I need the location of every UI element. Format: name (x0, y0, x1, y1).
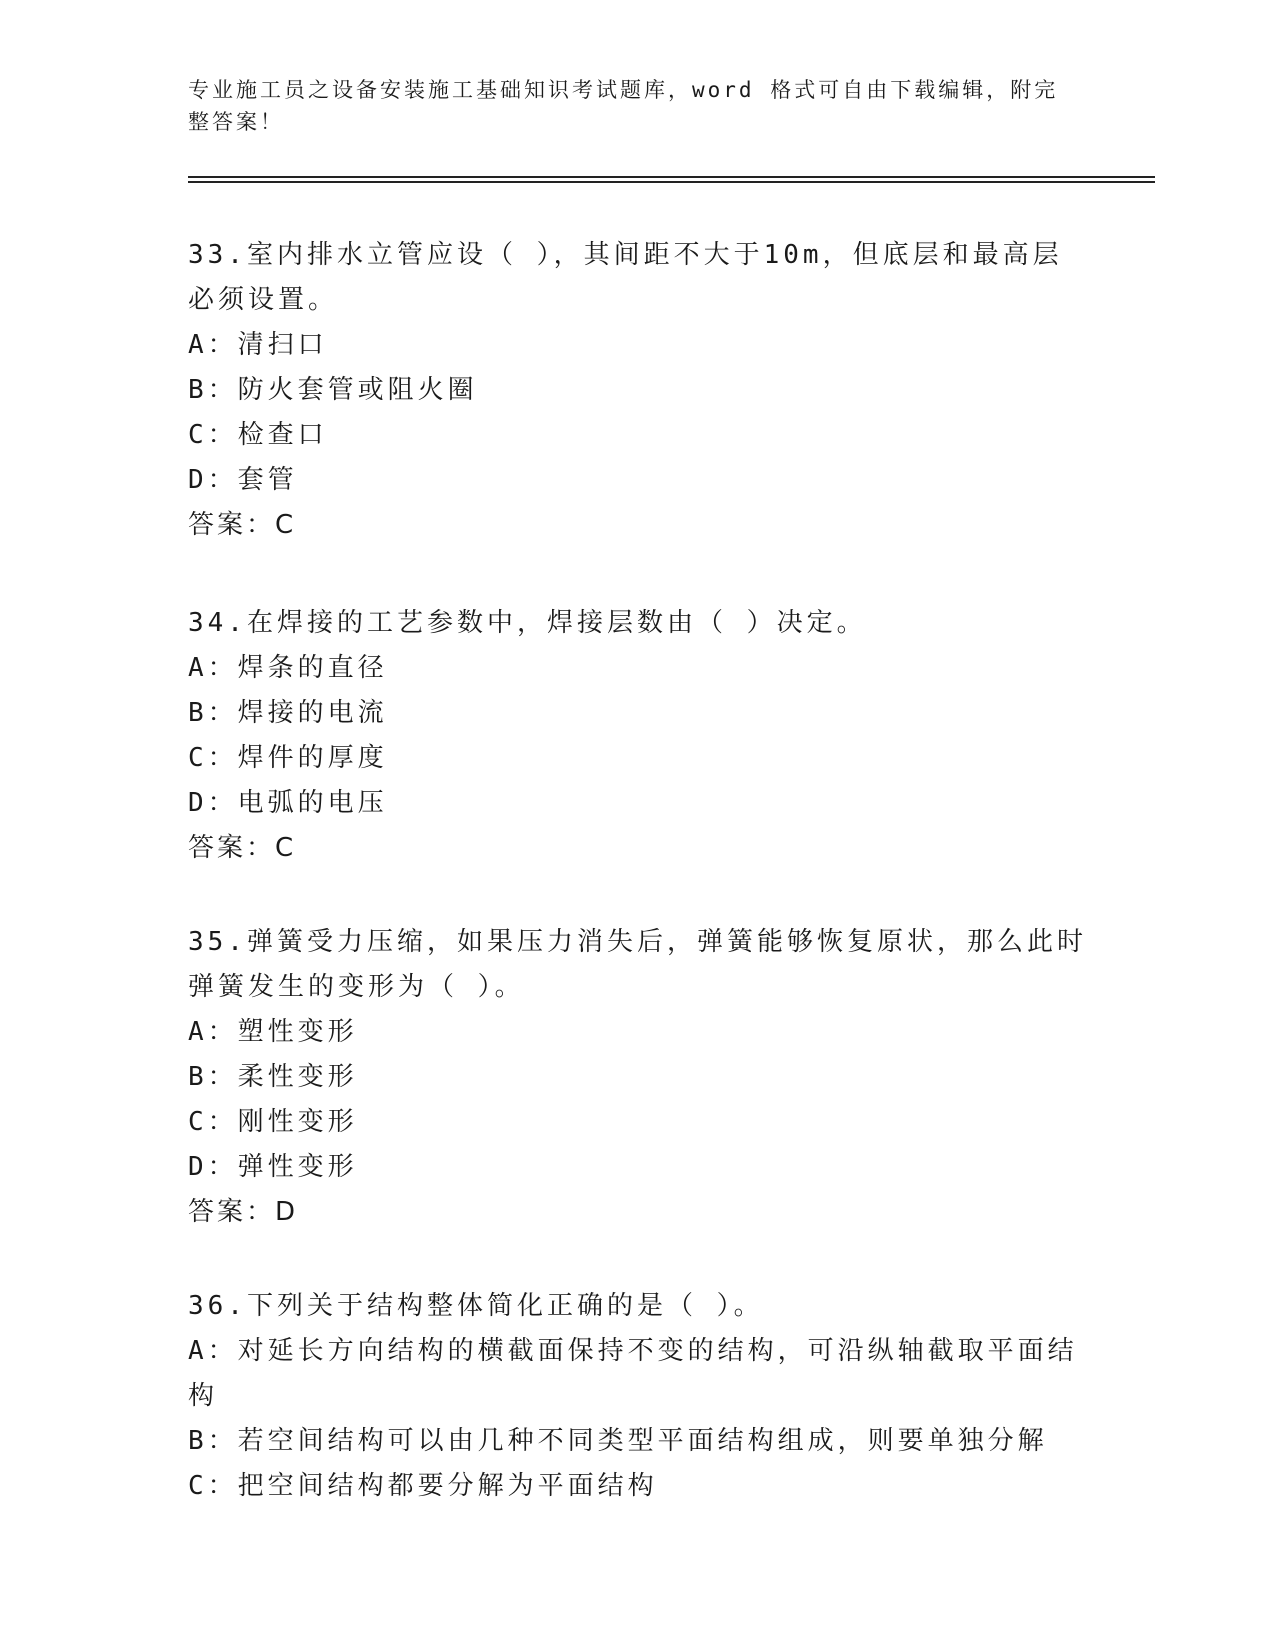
answer: 答案：C (188, 510, 297, 540)
question-stem: 35.弹簧受力压缩，如果压力消失后，弹簧能够恢复原状，那么此时弹簧发生的变形为（ ）。 (188, 927, 1087, 1002)
option-d: D：套管 (188, 465, 298, 495)
question-35 (188, 920, 1088, 1235)
option-c: C：焊件的厚度 (188, 743, 388, 773)
header-rule-top (188, 176, 1155, 178)
document-header: 专业施工员之设备安装施工基础知识考试题库，word 格式可自由下载编辑，附完整答案！ (188, 78, 1059, 134)
option-c: C：把空间结构都要分解为平面结构 (188, 1471, 658, 1501)
question-33 (188, 233, 1088, 548)
option-b: B：柔性变形 (188, 1062, 358, 1092)
option-a: A：塑性变形 (188, 1017, 358, 1047)
option-b: B：焊接的电流 (188, 698, 388, 728)
answer: 答案：D (188, 1197, 299, 1227)
header-rule-bottom (188, 181, 1155, 183)
question-36 (188, 1284, 1088, 1509)
option-a: A：清扫口 (188, 330, 328, 360)
question-stem: 36.下列关于结构整体简化正确的是（ ）。 (188, 1291, 764, 1321)
option-c: C：刚性变形 (188, 1107, 358, 1137)
question-34 (188, 601, 1088, 871)
option-a: A：对延长方向结构的横截面保持不变的结构，可沿纵轴截取平面结构 (188, 1336, 1078, 1411)
option-d: D：弹性变形 (188, 1152, 358, 1182)
question-stem: 34.在焊接的工艺参数中，焊接层数由（ ）决定。 (188, 608, 867, 638)
question-stem: 33.室内排水立管应设（ ），其间距不大于10m，但底层和最高层必须设置。 (188, 240, 1063, 315)
option-d: D：电弧的电压 (188, 788, 388, 818)
option-a: A：焊条的直径 (188, 653, 388, 683)
option-b: B：防火套管或阻火圈 (188, 375, 478, 405)
option-b: B：若空间结构可以由几种不同类型平面结构组成，则要单独分解 (188, 1426, 1048, 1456)
option-c: C：检查口 (188, 420, 328, 450)
answer: 答案：C (188, 833, 297, 863)
